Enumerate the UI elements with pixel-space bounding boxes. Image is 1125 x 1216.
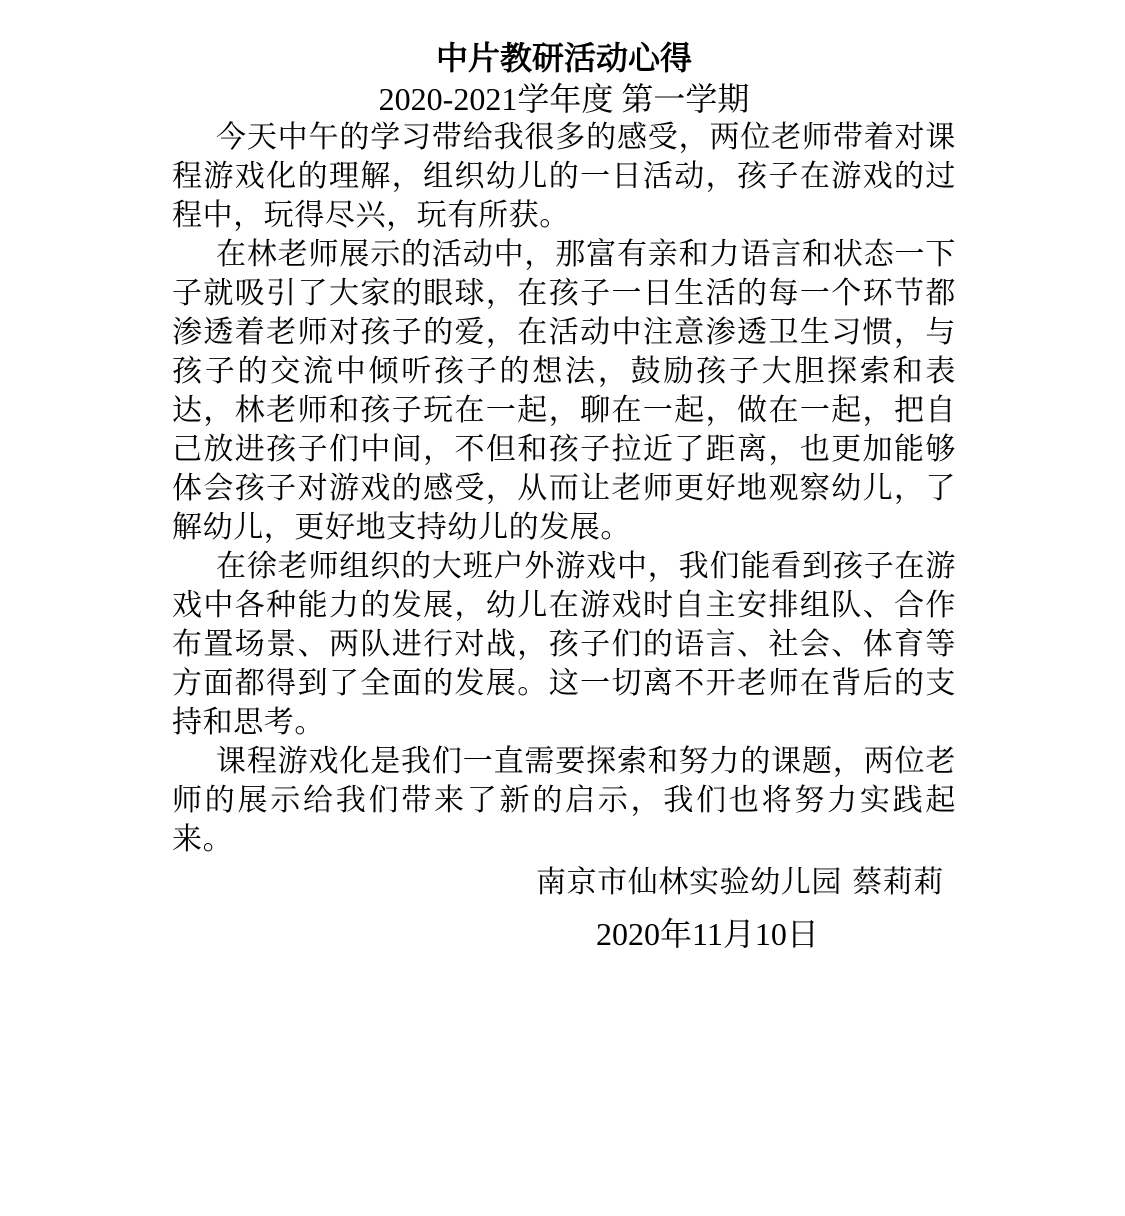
author-signature: 南京市仙林实验幼儿园 蔡莉莉: [536, 865, 944, 900]
document-page: [172, 36, 956, 954]
document-subtitle: 2020-2021学年度 第一学期: [378, 81, 750, 117]
document-title: 中片教研活动心得: [435, 39, 692, 77]
paragraph-2: 在林老师展示的活动中，那富有亲和力语言和状态一下子就吸引了大家的眼球，在孩子一日生活的每一个环节都渗透着老师对孩子的爱，在活动中注意渗透卫生习惯，与孩子的交流中倾听孩子的想法，鼓励孩子大胆探索和表达，林老师和孩子玩在一起，聊在一起，做在一起，把自己放进孩子们中间，不但和孩子拉近了距离，也更加能够体会孩子对游戏的感受，从而让老师更好地观察幼儿，了解幼儿，更好地支持幼儿的发展。: [172, 237, 956, 545]
document-date: 2020年11月10日: [596, 916, 819, 952]
paragraph-3: 在徐老师组织的大班户外游戏中，我们能看到孩子在游戏中各种能力的发展，幼儿在游戏时自主安排组队、合作布置场景、两队进行对战，孩子们的语言、社会、体育等方面都得到了全面的发展。这一切离不开老师在背后的支持和思考。: [172, 549, 956, 740]
paragraph-4: 课程游戏化是我们一直需要探索和努力的课题，两位老师的展示给我们带来了新的启示，我们也将努力实践起来。: [172, 744, 956, 857]
paragraph-1: 今天中午的学习带给我很多的感受，两位老师带着对课程游戏化的理解，组织幼儿的一日活动，孩子在游戏的过程中，玩得尽兴，玩有所获。: [172, 120, 956, 233]
